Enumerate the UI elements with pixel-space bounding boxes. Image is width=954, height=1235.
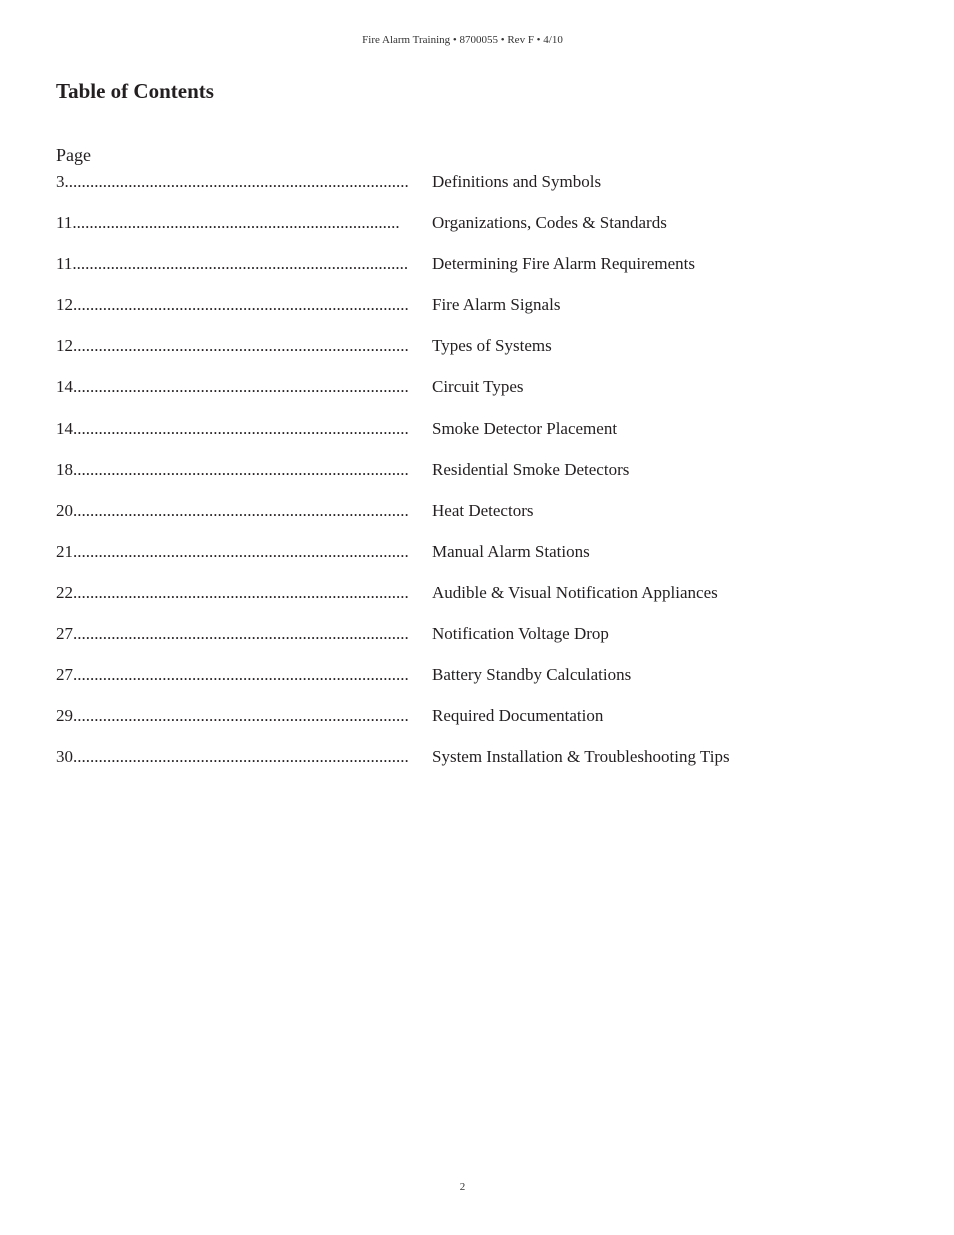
toc-entry [56,624,776,665]
page-column-label: Page [56,145,91,165]
toc-page-number: 29............................................................................... [56,706,409,726]
toc-entry-title: Battery Standby Calculations [432,665,632,685]
toc-page-number: 14............................................................................... [56,377,409,397]
toc-page-number: 12............................................................................... [56,336,409,356]
toc-entry-title: Required Documentation [432,706,604,726]
toc-page-number: 3................................................................................. [56,172,409,191]
toc-entry-title: Audible & Visual Notification Appliances [432,582,718,602]
toc-entry [56,747,776,788]
toc-entry [56,501,776,542]
toc-entry [56,377,776,418]
toc-entry-title: Manual Alarm Stations [432,541,590,561]
toc-entry-title: System Installation & Troubleshooting Tips [432,747,730,767]
toc-entry [56,542,776,583]
toc-page-number: 14............................................................................... [56,418,409,438]
toc-entry-title: Heat Detectors [432,500,534,520]
running-header: Fire Alarm Training • 8700055 • Rev F • 4/10 [362,34,563,46]
toc-entry [56,295,776,336]
toc-page-number: 30............................................................................... [56,747,409,767]
toc-page-number: 22............................................................................... [56,582,409,602]
toc-entry-title: Fire Alarm Signals [432,295,561,315]
toc-entry-title: Definitions and Symbols [432,172,602,191]
toc-entry [56,706,776,747]
toc-entry [56,460,776,501]
toc-entry-title: Smoke Detector Placement [432,418,618,438]
toc-entry-title: Organizations, Codes & Standards [432,213,667,233]
toc-entry [56,336,776,377]
toc-entry [56,583,776,624]
toc-entry-title: Determining Fire Alarm Requirements [432,254,695,274]
page-title: Table of Contents [56,79,214,103]
toc-page-number: 27............................................................................... [56,624,409,644]
toc-page-number: 18............................................................................... [56,459,409,479]
toc-page-number: 21............................................................................... [56,541,409,561]
toc-entry-title: Notification Voltage Drop [432,624,609,644]
toc-entry [56,665,776,706]
toc-entry [56,254,776,295]
toc-page-number: 11............................................................................... [56,254,409,274]
toc-entry [56,213,776,254]
toc-entry-title: Circuit Types [432,377,524,397]
toc-page-number: 11............................................................................. [56,213,400,233]
toc-page-number: 20............................................................................... [56,500,409,520]
toc-entry [56,419,776,460]
toc-entry [56,172,776,213]
toc-page-number: 27............................................................................... [56,665,409,685]
toc-page-number: 12............................................................................... [56,295,409,315]
toc-list [56,172,776,788]
page-number: 2 [459,1181,466,1193]
toc-entry-title: Types of Systems [432,336,552,356]
toc-entry-title: Residential Smoke Detectors [432,459,630,479]
